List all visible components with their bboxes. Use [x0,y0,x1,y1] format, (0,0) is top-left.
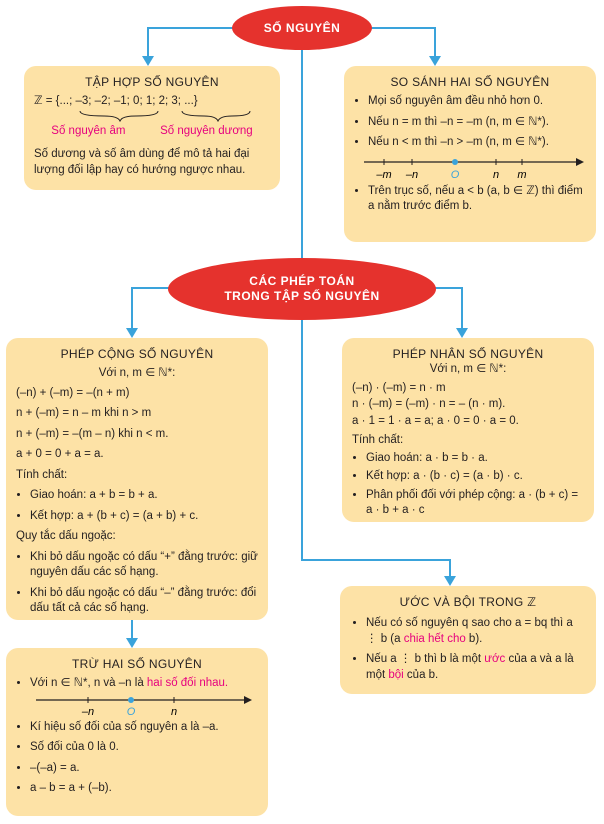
highlight-boi: bội [388,668,404,681]
tru-title: TRỪ HAI SỐ NGUYÊN [71,657,203,671]
highlight-chia-het: chia hết cho [403,632,466,645]
ops-oval [168,258,436,320]
so-sanh-title: SO SÁNH HAI SỐ NGUYÊN [390,75,550,89]
cong-box [6,338,268,620]
uoc-boi-item-1: • Nếu có số nguyên q sao cho a = bq thì a ⋮ b (a chia hết cho b). [366,616,584,647]
ops-line-1: CÁC PHÉP TOÁN [249,274,355,288]
cong-rule-2: • Khi bỏ dấu ngoặc có dấu “–” đằng trước: đổi dấu tất cả các số hạng. [30,586,258,617]
tru-axis-n: n [170,705,178,718]
tap-hop-desc: Số dương và số âm dùng để mô tả hai đại lượng đối lập hay có hướng ngược nhau. [34,148,250,176]
connector-ops-left [132,288,175,330]
nhan-formula-3: a · 1 = 1 · a = a; a · 0 = 0 · a = 0. [352,414,519,427]
cong-prop-1: • Giao hoán: a + b = b + a. [30,488,258,504]
tap-hop-box [24,66,280,190]
cong-formula-2: n + (–m) = n – m khi n > m [16,407,152,420]
connector-root-right [366,28,435,58]
tru-axis-neg-n: –n [81,705,95,718]
set-suffix: } [193,95,198,108]
neg-label: Số nguyên âm [51,124,126,137]
nhan-title: PHÉP NHÂN SỐ NGUYÊN [392,347,544,361]
cong-formula-4: a + 0 = 0 + a = a. [16,448,104,461]
cong-props-heading: Tính chất: [16,468,68,481]
axis-label-origin: O [450,168,460,181]
pos-label: Số nguyên dương [160,124,253,137]
so-sanh-item-2: • Nếu n = m thì –n = –m (n, m ∈ ℕ*). [368,115,586,131]
set-zero: ; 0; [126,95,146,108]
brace-marks [34,110,270,122]
cong-with: Với n, m ∈ ℕ*: [98,367,176,380]
tru-item-4: • –(–a) = a. [30,761,258,777]
nhan-prop-1: • Giao hoán: a · b = b · a. [366,451,584,467]
connector-root-left [148,28,238,58]
nhan-formula-1: (–n) · (–m) = n · m [352,381,446,394]
tru-number-line [16,694,258,718]
highlight-hai-so-doi: hai số đối nhau. [146,677,229,690]
nhan-box [342,338,594,522]
nhan-with: Với n, m ∈ ℕ*: [429,363,507,376]
cong-title: PHÉP CỘNG SỐ NGUYÊN [60,347,214,361]
nhan-prop-2: • Kết hợp: a · (b · c) = (a · b) · c. [366,469,584,485]
tru-axis-origin: O [126,705,136,718]
axis-label-n: n [492,168,500,181]
uoc-boi-title: ƯỚC VÀ BỘI TRONG ℤ [399,595,537,609]
integer-set [34,94,270,110]
set-negatives: –3; –2; –1 [75,95,127,108]
set-prefix: ℤ = {...; [34,95,76,108]
set-labels [34,124,270,140]
axis-label-neg-n: –n [405,168,419,181]
set-positives: 1; 2; 3; ... [145,95,194,108]
nhan-prop-3: • Phân phối đối với phép cộng: a · (b + c) = a · b + a · c [366,488,584,519]
cong-formula-3: n + (–m) = –(m – n) khi n < m. [16,427,169,440]
root-title: SỐ NGUYÊN [263,21,341,35]
uoc-boi-item-2: • Nếu a ⋮ b thì b là một ước của a và a là một bội của b. [366,652,584,683]
highlight-uoc: ước [484,653,506,666]
cong-rule-1: • Khi bỏ dấu ngoặc có dấu “+” đằng trước: giữ nguyên dấu các số hạng. [30,550,258,581]
nhan-formula-2: n · (–m) = (–m) · n = – (n · m). [352,398,506,411]
so-sanh-number-line [354,156,586,182]
uoc-boi-box [340,586,596,694]
so-sanh-item-1: • Mọi số nguyên âm đều nhỏ hơn 0. [368,94,586,110]
axis-label-m: m [517,168,527,181]
cong-rule-heading: Quy tắc dấu ngoặc: [16,530,116,543]
ops-line-2: TRONG TẬP SỐ NGUYÊN [224,289,380,303]
so-sanh-item-4: • Trên trục số, nếu a < b (a, b ∈ ℤ) thì điểm a nằm trước điểm b. [368,184,586,215]
tap-hop-title: TẬP HỢP SỐ NGUYÊN [85,75,219,89]
axis-label-neg-m: –m [376,168,392,181]
root-oval [232,6,372,50]
nhan-props-heading: Tính chất: [352,434,404,447]
so-sanh-item-3: • Nếu n < m thì –n > –m (n, m ∈ ℕ*). [368,135,586,151]
tru-box [6,648,268,816]
tru-item-5: • a – b = a + (–b). [30,781,258,797]
cong-prop-2: • Kết hợp: a + (b + c) = (a + b) + c. [30,509,258,525]
so-sanh-box [344,66,596,242]
cong-formula-1: (–n) + (–m) = –(n + m) [16,386,130,399]
tru-item-3: • Số đối của 0 là 0. [30,740,258,756]
tru-item-1: • Với n ∈ ℕ*, n và –n là hai số đối nhau. [30,676,258,692]
tru-item-2: • Kí hiệu số đối của số nguyên a là –a. [30,720,258,736]
